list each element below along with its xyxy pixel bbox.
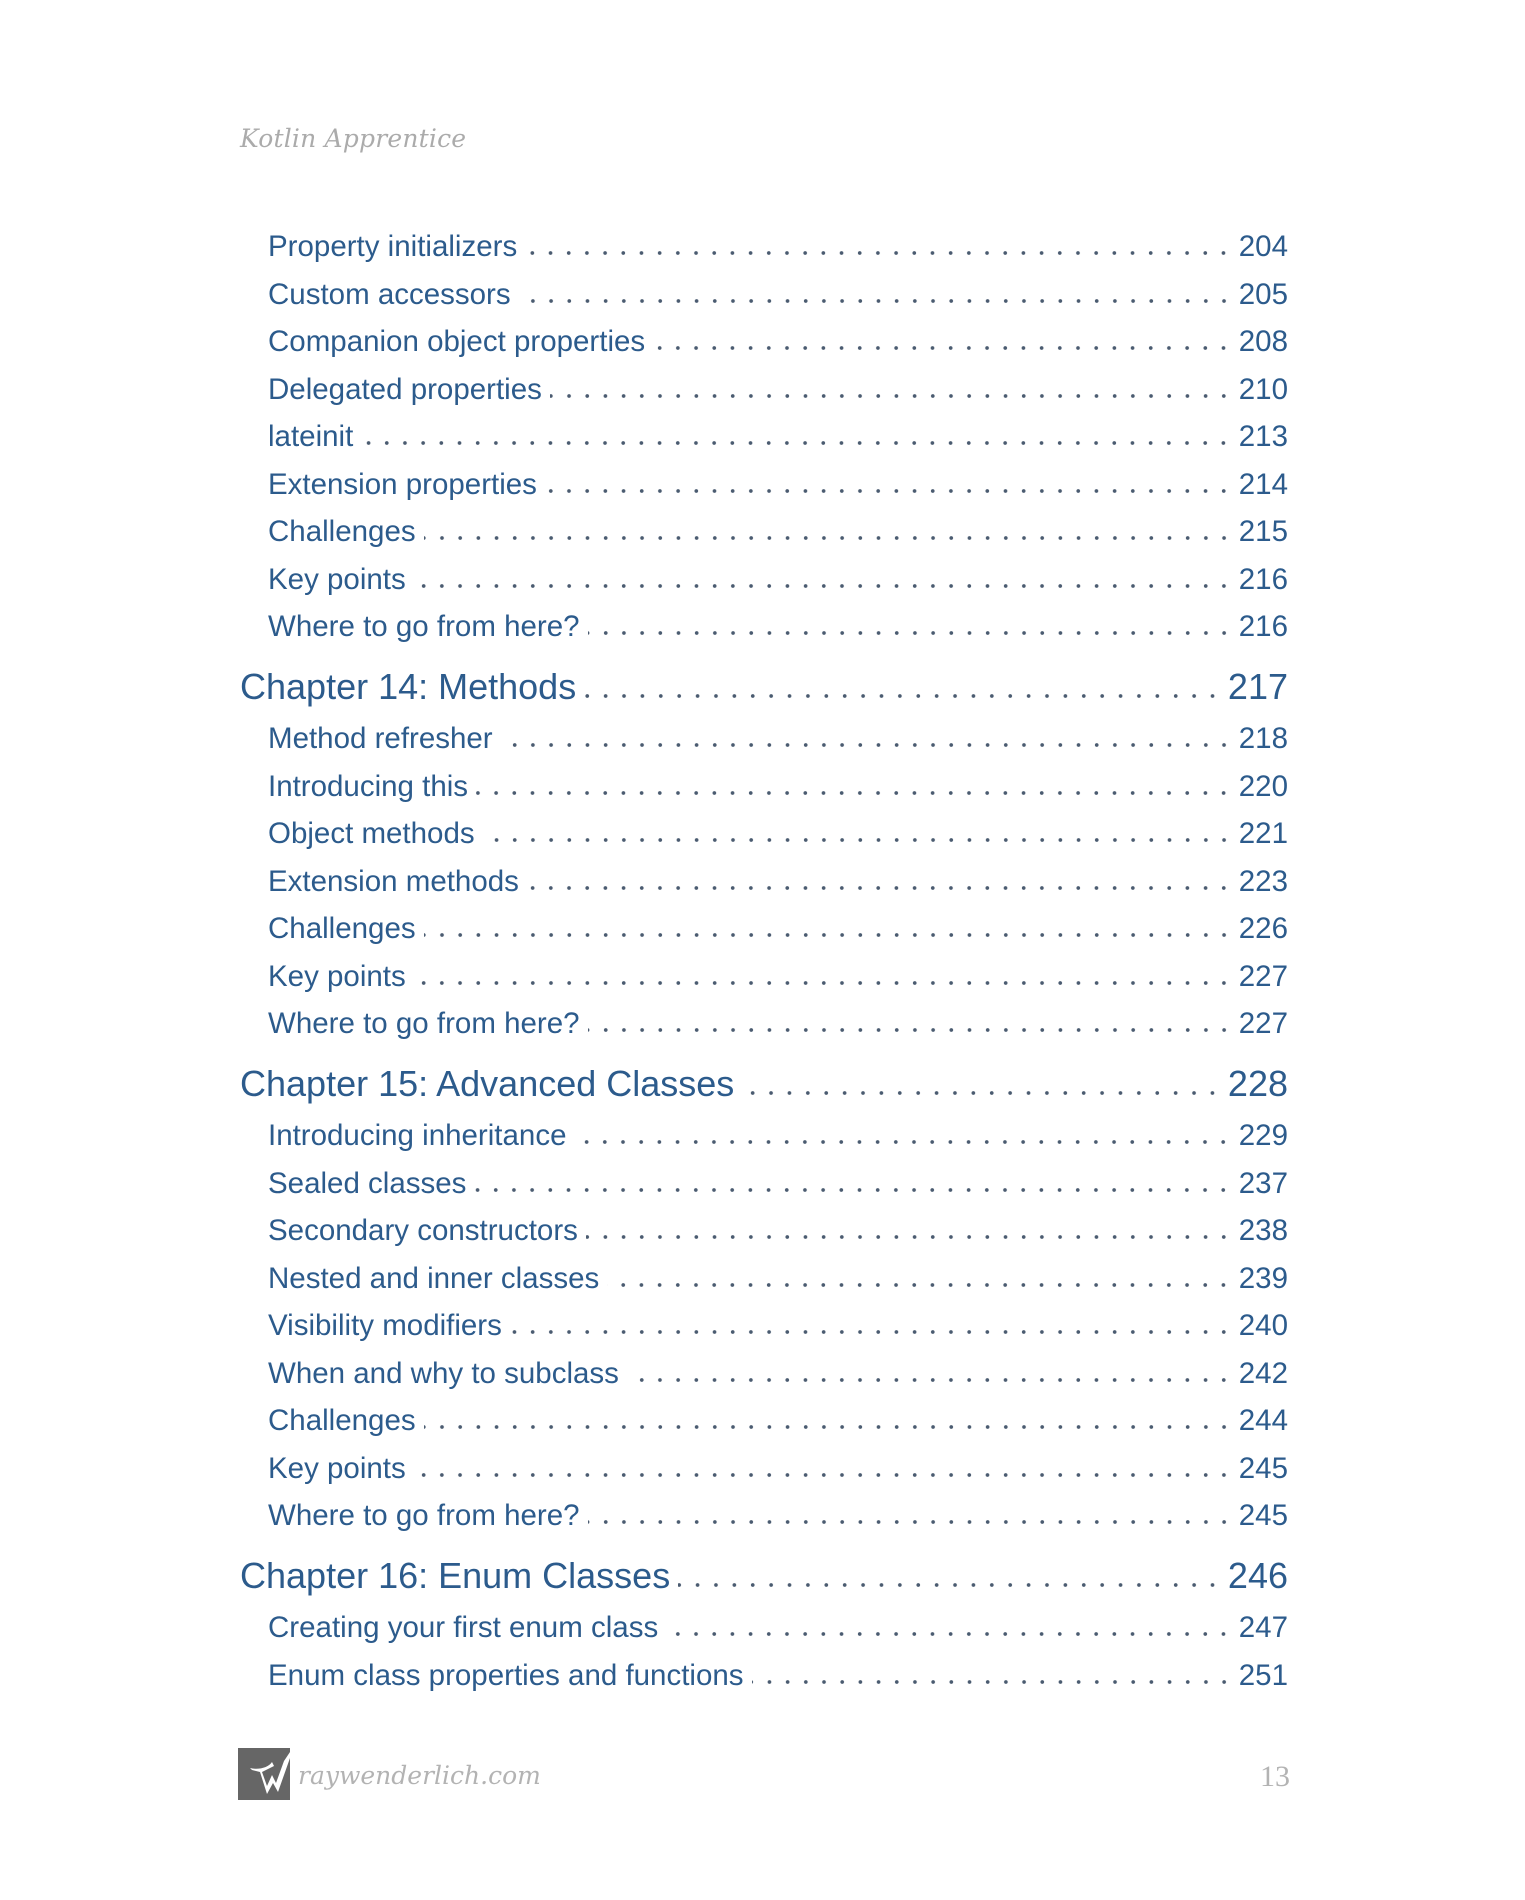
toc-entry-page: 214: [1238, 467, 1288, 501]
toc-entry-title: Nested and inner classes: [268, 1261, 600, 1295]
toc-entry-title: Introducing this: [268, 769, 469, 803]
dot-leader: [752, 1679, 1233, 1685]
toc-entry-title: Custom accessors: [268, 277, 511, 311]
dot-leader: [588, 1519, 1233, 1525]
running-header: Kotlin Apprentice: [240, 124, 467, 153]
toc-entry-page: 220: [1238, 769, 1288, 803]
toc-entry-title: Sealed classes: [268, 1166, 467, 1200]
dot-leader: [474, 1187, 1232, 1193]
toc-entry-page: 239: [1238, 1261, 1288, 1295]
dot-leader: [607, 1282, 1233, 1288]
toc-entry-page: 208: [1238, 325, 1288, 358]
toc-entry-title: lateinit: [268, 420, 354, 453]
dot-leader: [527, 885, 1233, 891]
toc-section-entry[interactable]: [240, 413, 1288, 461]
toc-section-entry[interactable]: [240, 1302, 1288, 1350]
toc-entry-page: 238: [1238, 1214, 1288, 1247]
toc-chapter-entry[interactable]: [240, 651, 1288, 716]
toc-entry-page: 227: [1238, 959, 1288, 993]
toc-entry-title: Object methods: [268, 817, 475, 850]
dot-leader: [414, 1472, 1233, 1478]
dot-leader: [519, 298, 1233, 304]
dot-leader: [525, 250, 1233, 256]
dot-leader: [424, 932, 1233, 938]
dot-leader: [584, 693, 1222, 699]
toc-entry-title: Extension methods: [268, 864, 519, 898]
toc-entry-title: Chapter 14: Methods: [240, 665, 577, 707]
toc-entry-page: 223: [1238, 864, 1288, 898]
toc-entry-page: 246: [1227, 1554, 1288, 1596]
toc-section-entry[interactable]: [240, 1492, 1288, 1540]
toc-entry-title: Extension properties: [268, 467, 537, 501]
toc-entry-page: 229: [1238, 1119, 1288, 1152]
toc-entry-title: When and why to subclass: [268, 1356, 619, 1390]
dot-leader: [666, 1631, 1233, 1637]
toc-entry-title: Key points: [268, 959, 406, 993]
toc-entry-page: 205: [1238, 277, 1288, 311]
toc-entry-page: 218: [1238, 722, 1288, 755]
dot-leader: [574, 1139, 1232, 1145]
dot-leader: [361, 440, 1232, 446]
toc-entry-page: 245: [1238, 1451, 1288, 1485]
toc-entry-title: Delegated properties: [268, 372, 542, 406]
toc-entry-title: Where to go from here?: [268, 610, 580, 643]
page-number: 13: [1260, 1760, 1290, 1793]
toc-entry-title: Challenges: [268, 912, 416, 945]
toc-section-entry[interactable]: [240, 858, 1288, 906]
dot-leader: [476, 790, 1233, 796]
toc-entry-title: Method refresher: [268, 722, 493, 755]
toc-entry-title: Creating your first enum class: [268, 1611, 659, 1644]
toc-entry-page: 228: [1227, 1062, 1288, 1104]
dot-leader: [586, 1234, 1233, 1240]
dot-leader: [588, 1027, 1233, 1033]
toc-section-entry[interactable]: [240, 1604, 1288, 1652]
toc-entry-title: Where to go from here?: [268, 1007, 580, 1040]
toc-section-entry[interactable]: [240, 1000, 1288, 1048]
toc-chapter-entry[interactable]: [240, 1048, 1288, 1113]
toc-section-entry[interactable]: [240, 223, 1288, 271]
table-of-contents: [240, 223, 1288, 1699]
toc-entry-page: 216: [1238, 562, 1288, 596]
toc-section-entry[interactable]: [240, 715, 1288, 763]
toc-section-entry[interactable]: [240, 556, 1288, 604]
dot-leader: [678, 1582, 1222, 1588]
dot-leader: [653, 345, 1233, 351]
toc-section-entry[interactable]: [240, 366, 1288, 414]
toc-entry-page: 217: [1227, 665, 1288, 707]
toc-section-entry[interactable]: [240, 1112, 1288, 1160]
toc-section-entry[interactable]: [240, 1397, 1288, 1445]
toc-entry-title: Property initializers: [268, 230, 518, 263]
toc-section-entry[interactable]: [240, 953, 1288, 1001]
toc-entry-title: Introducing inheritance: [268, 1119, 567, 1152]
dot-leader: [588, 630, 1233, 636]
toc-section-entry[interactable]: [240, 508, 1288, 556]
dot-leader: [627, 1377, 1233, 1383]
toc-entry-page: 210: [1238, 372, 1288, 406]
toc-entry-title: Companion object properties: [268, 325, 646, 358]
dot-leader: [414, 583, 1233, 589]
toc-entry-title: Chapter 16: Enum Classes: [240, 1554, 671, 1596]
toc-entry-page: 240: [1238, 1309, 1288, 1342]
toc-section-entry[interactable]: [240, 1255, 1288, 1303]
toc-section-entry[interactable]: [240, 1652, 1288, 1700]
toc-section-entry[interactable]: [240, 1207, 1288, 1255]
dot-leader: [483, 837, 1233, 843]
toc-entry-title: Visibility modifiers: [268, 1309, 502, 1342]
dot-leader: [545, 488, 1233, 494]
toc-chapter-entry[interactable]: [240, 1540, 1288, 1605]
toc-entry-page: 251: [1238, 1658, 1288, 1692]
dot-leader: [424, 1424, 1233, 1430]
toc-section-entry[interactable]: [240, 810, 1288, 858]
raywenderlich-logo-icon: [238, 1748, 290, 1800]
toc-section-entry[interactable]: [240, 905, 1288, 953]
toc-entry-page: 216: [1238, 610, 1288, 643]
toc-entry-page: 213: [1238, 420, 1288, 453]
toc-section-entry[interactable]: [240, 1445, 1288, 1493]
toc-section-entry[interactable]: [240, 603, 1288, 651]
toc-section-entry[interactable]: [240, 318, 1288, 366]
toc-entry-title: Challenges: [268, 515, 416, 548]
toc-entry-page: 244: [1238, 1404, 1288, 1437]
dot-leader: [414, 980, 1233, 986]
toc-entry-page: 245: [1238, 1499, 1288, 1532]
toc-entry-title: Key points: [268, 1451, 406, 1485]
toc-section-entry[interactable]: [240, 1350, 1288, 1398]
toc-entry-page: 215: [1238, 515, 1288, 548]
toc-entry-page: 227: [1238, 1007, 1288, 1040]
toc-entry-page: 221: [1238, 817, 1288, 850]
toc-entry-title: Enum class properties and functions: [268, 1658, 744, 1692]
toc-entry-page: 204: [1238, 230, 1288, 263]
toc-entry-page: 242: [1238, 1356, 1288, 1390]
toc-entry-title: Key points: [268, 562, 406, 596]
toc-entry-title: Where to go from here?: [268, 1499, 580, 1532]
toc-entry-page: 226: [1238, 912, 1288, 945]
toc-entry-title: Secondary constructors: [268, 1214, 578, 1247]
toc-section-entry[interactable]: [240, 271, 1288, 319]
dot-leader: [550, 393, 1233, 399]
toc-section-entry[interactable]: [240, 461, 1288, 509]
toc-entry-title: Chapter 15: Advanced Classes: [240, 1062, 735, 1104]
toc-section-entry[interactable]: [240, 763, 1288, 811]
dot-leader: [742, 1090, 1222, 1096]
toc-section-entry[interactable]: [240, 1160, 1288, 1208]
footer-site-name: raywenderlich.com: [298, 1761, 541, 1790]
toc-entry-page: 237: [1238, 1166, 1288, 1200]
dot-leader: [501, 742, 1233, 748]
dot-leader: [510, 1329, 1233, 1335]
dot-leader: [424, 535, 1233, 541]
toc-entry-title: Challenges: [268, 1404, 416, 1437]
toc-entry-page: 247: [1238, 1611, 1288, 1644]
